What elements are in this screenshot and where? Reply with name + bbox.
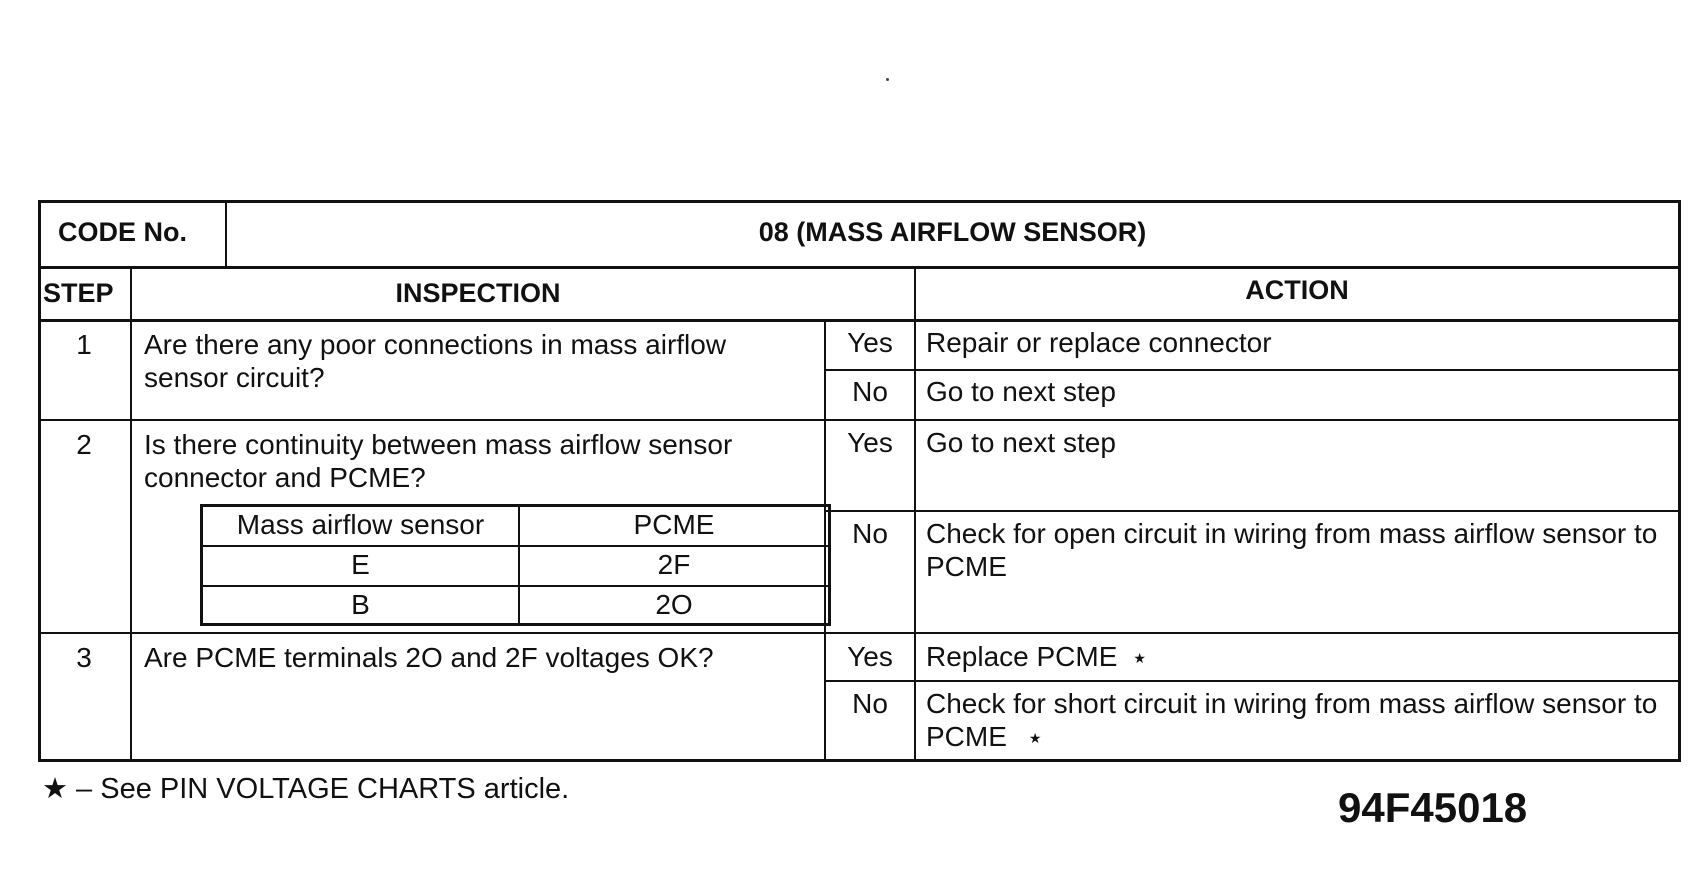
diagnostic-table: [38, 200, 1681, 762]
sub-header-row: [203, 507, 828, 547]
inspection-text: Is there continuity between mass airflow sensor connector and PCME?: [144, 429, 733, 493]
step-number: 2: [76, 429, 92, 460]
footnote-star: ★: [1133, 650, 1146, 667]
action-text: [926, 640, 1671, 675]
footnote: ★ – See PIN VOLTAGE CHARTS article.: [42, 773, 570, 805]
action-text: Check for open circuit in wiring from mass airflow sensor to PCME: [926, 518, 1658, 582]
no-label: No: [852, 688, 888, 719]
border-left: [38, 200, 41, 762]
split-3: [824, 680, 1681, 682]
inspection-text: Are there any poor connections in mass airflow sensor circuit?: [144, 329, 727, 393]
border-right: [1678, 200, 1681, 762]
step-column-divider: [130, 266, 132, 762]
sub-row: [203, 587, 828, 625]
sub-row: [203, 547, 828, 587]
border-bottom: [38, 759, 1681, 762]
no-label: No: [852, 518, 888, 549]
step-header: STEP: [43, 278, 114, 308]
sub-cell: B: [203, 587, 520, 625]
header-divider: [38, 266, 1681, 269]
action-text: [926, 687, 1671, 755]
sub-header-sensor: Mass airflow sensor: [203, 507, 520, 545]
action-label: Check for short circuit in wiring from mass airflow sensor to PCME: [926, 688, 1658, 752]
footnote-star: ★: [1028, 730, 1042, 747]
sub-cell: E: [203, 547, 520, 585]
action-header: ACTION: [1245, 275, 1349, 305]
row-divider-1: [38, 419, 1681, 421]
action-text: Go to next step: [926, 376, 1116, 407]
yes-label: Yes: [847, 641, 893, 672]
step-number: 3: [76, 642, 92, 673]
split-1: [824, 369, 1681, 371]
action-text: Repair or replace connector: [926, 327, 1272, 358]
stray-dot: [886, 78, 889, 81]
step-number: 1: [76, 329, 92, 360]
code-label: CODE No.: [58, 217, 188, 247]
yes-label: Yes: [847, 427, 893, 458]
action-text: Go to next step: [926, 427, 1116, 458]
inspection-text: Are PCME terminals 2O and 2F voltages OK?: [144, 642, 714, 673]
inspection-header: INSPECTION: [395, 278, 561, 308]
column-header-divider: [38, 319, 1681, 322]
no-label: No: [852, 376, 888, 407]
code-title: 08 (MASS AIRFLOW SENSOR): [758, 217, 1147, 247]
row-divider-2: [38, 632, 1681, 634]
sub-cell: 2O: [655, 589, 693, 620]
continuity-table: [200, 504, 831, 626]
action-column-divider: [914, 266, 916, 762]
border-top: [38, 200, 1681, 203]
figure-id: 94F45018: [1338, 784, 1528, 831]
action-label: Replace PCME: [926, 641, 1118, 672]
split-2: [824, 510, 1681, 512]
sub-cell: 2F: [657, 549, 691, 580]
sub-header-pcme: PCME: [633, 509, 715, 540]
yes-label: Yes: [847, 327, 893, 358]
